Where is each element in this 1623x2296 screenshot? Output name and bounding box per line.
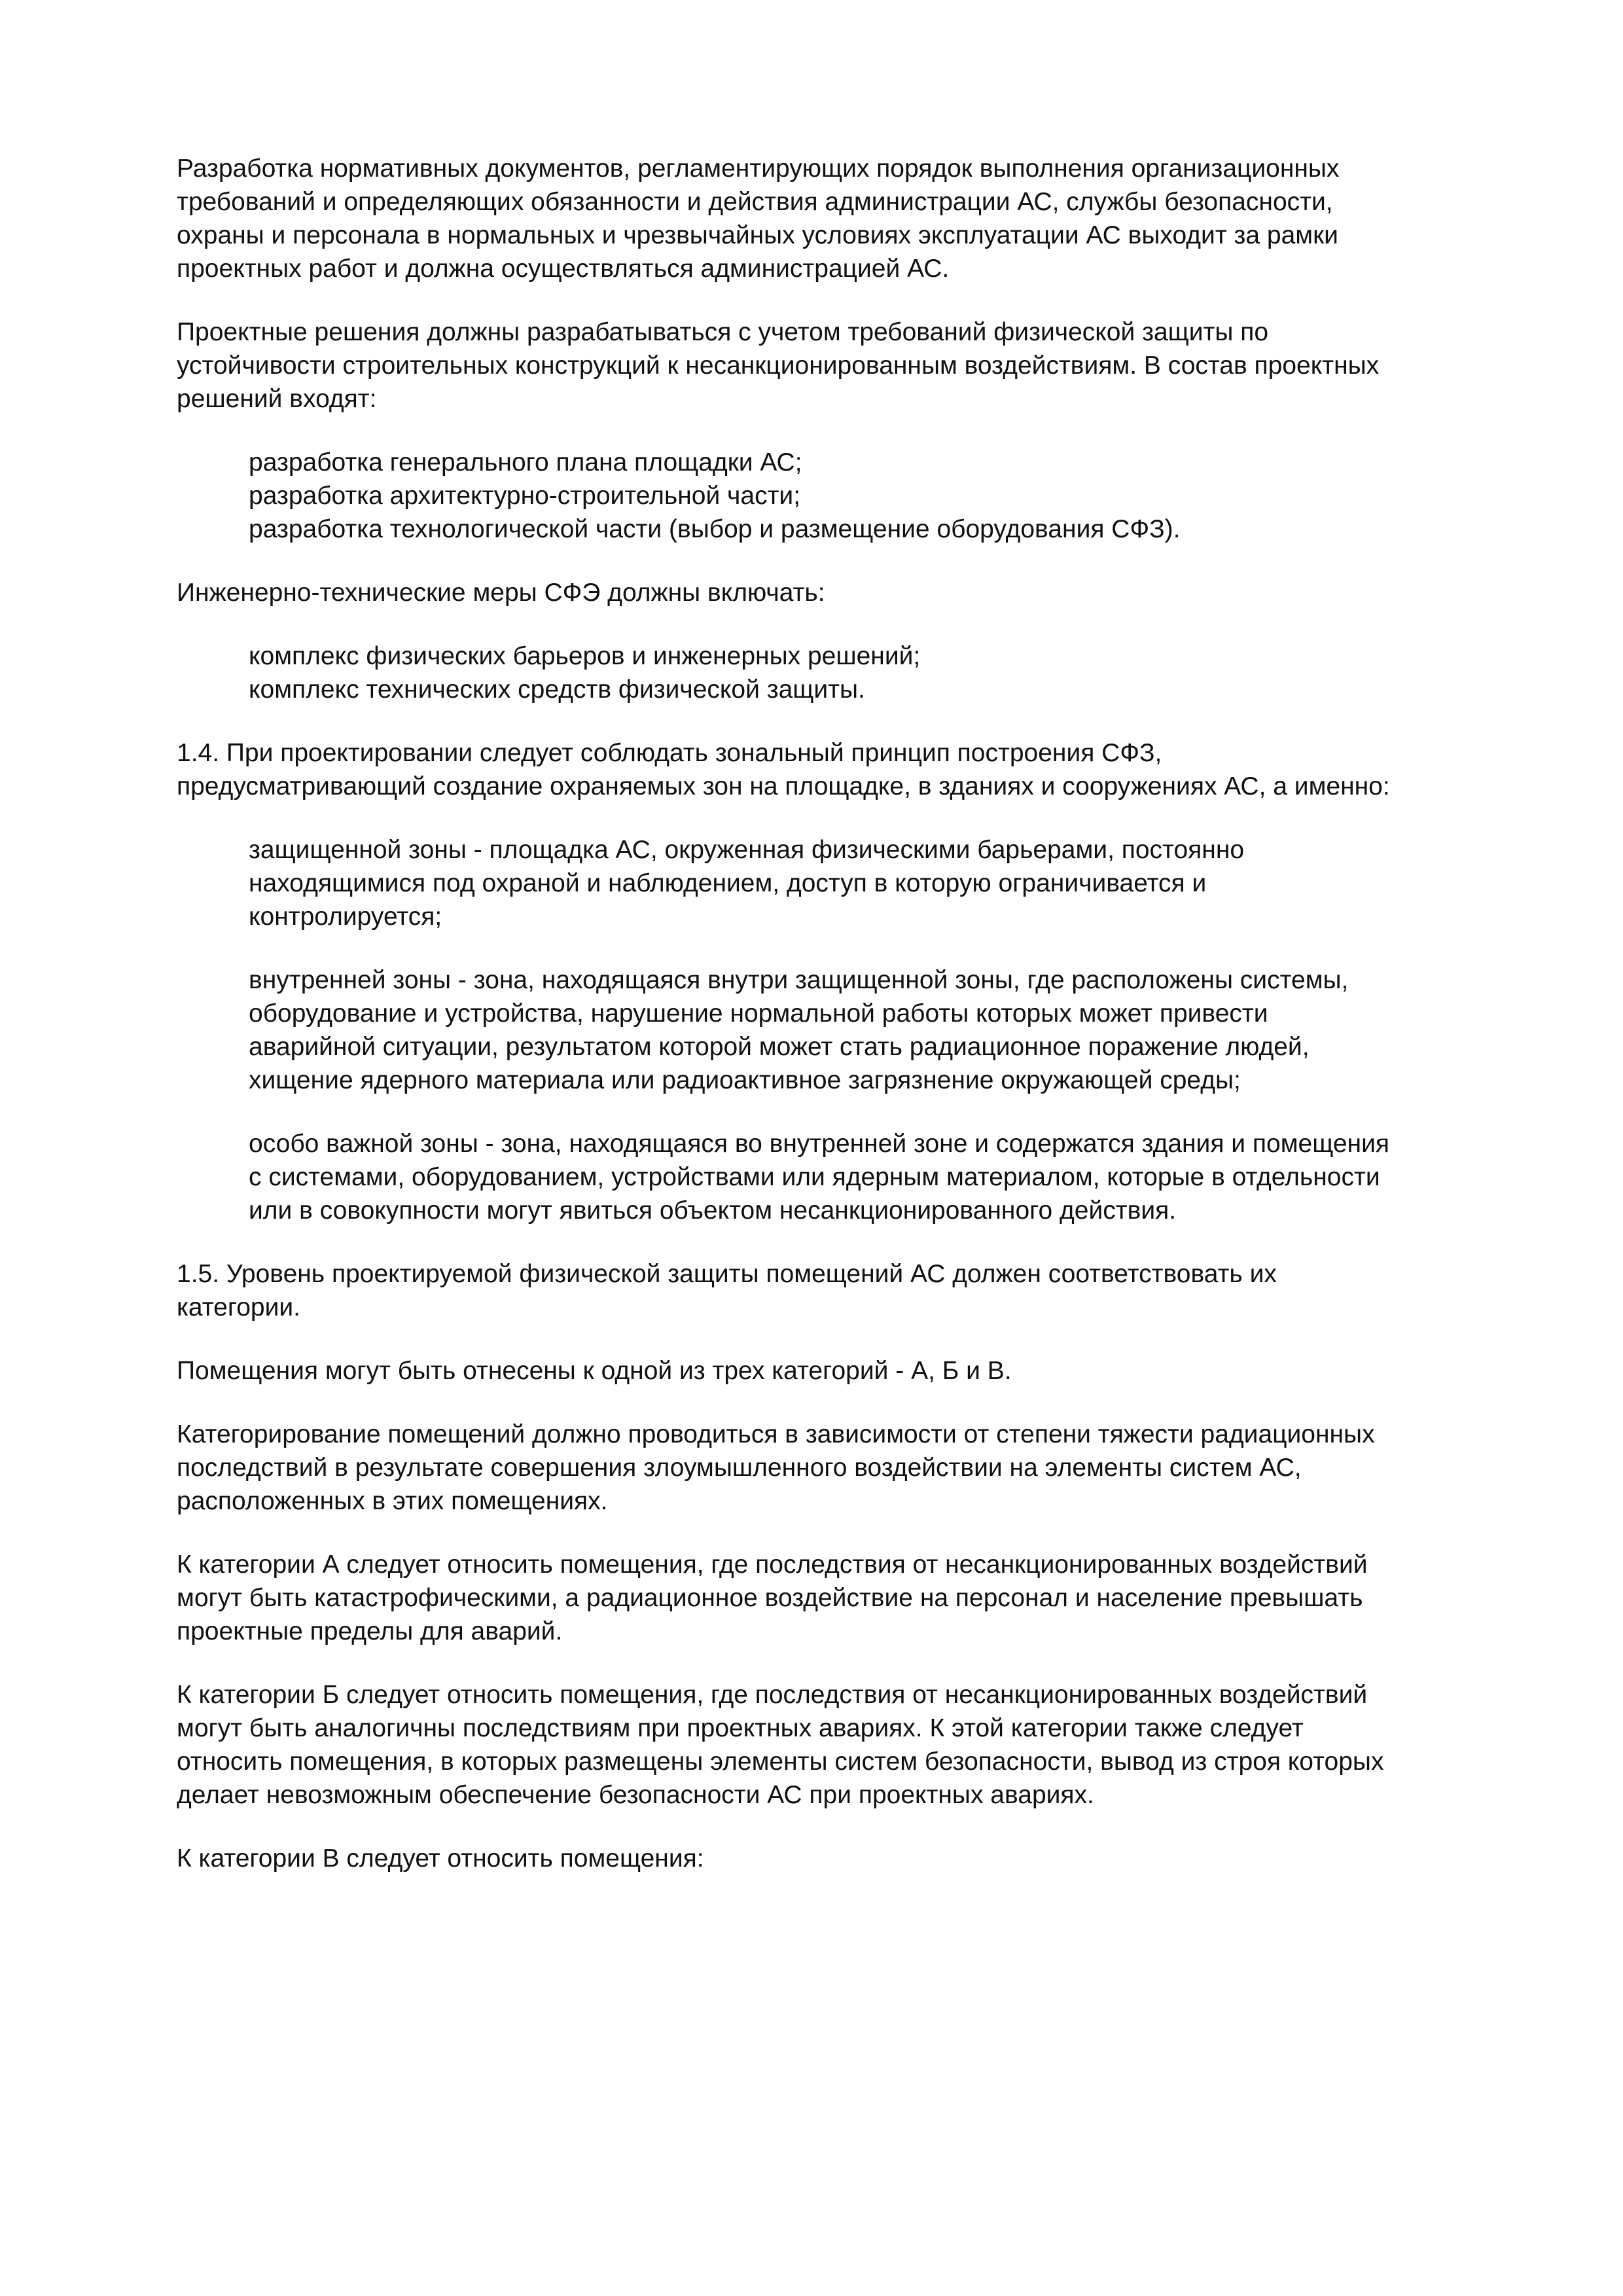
text-line: предусматривающий создание охраняемых зон на площадке, в зданиях и сооружениях АС, а именно: xyxy=(177,772,1390,800)
list-item: комплекс технических средств физической защиты. xyxy=(249,675,865,704)
text-line: внутренней зоны - зона, находящаяся внутри защищенной зоны, где расположены системы, xyxy=(249,966,1349,994)
list-item: разработка генерального плана площадки АС; xyxy=(249,448,802,476)
text-line: устойчивости строительных конструкций к несанкционированным воздействиям. В состав проектных xyxy=(177,351,1380,380)
text-line: с системами, оборудованием, устройствами или ядерным материалом, которые в отдельности xyxy=(249,1163,1380,1191)
text-line: Инженерно-технические меры СФЭ должны включать: xyxy=(177,579,825,607)
text-line: Категорирование помещений должно проводиться в зависимости от степени тяжести радиационных xyxy=(177,1420,1375,1448)
paragraph-category-v xyxy=(177,1842,1466,1875)
text-line: Проектные решения должны разрабатываться с учетом требований физической защиты по xyxy=(177,318,1269,346)
text-line: защищенной зоны - площадка АС, окруженная физическими барьерами, постоянно xyxy=(249,836,1245,864)
text-line: могут быть аналогичны последствиям при проектных авариях. К этой категории также следует xyxy=(177,1714,1304,1742)
list-item: комплекс физических барьеров и инженерных решений; xyxy=(249,642,921,670)
list-design-works xyxy=(177,446,1466,546)
text-line: или в совокупности могут явиться объектом несанкционированного действия. xyxy=(249,1196,1177,1225)
text-line: 1.5. Уровень проектируемой физической защиты помещений АС должен соответствовать их xyxy=(177,1260,1277,1288)
text-line: делает невозможным обеспечение безопасности АС при проектных авариях. xyxy=(177,1781,1094,1809)
text-line: хищение ядерного материала или радиоактивное загрязнение окружающей среды; xyxy=(249,1066,1241,1094)
zone-especially-important xyxy=(177,1127,1466,1227)
paragraph-engineering-measures xyxy=(177,576,1466,609)
text-column xyxy=(177,152,1466,1875)
text-line: К категории А следует относить помещения, где последствия от несанкционированных воздействий xyxy=(177,1551,1368,1579)
text-line: требований и определяющих обязанности и действия администрации АС, службы безопасности, xyxy=(177,188,1333,216)
paragraph-category-a xyxy=(177,1548,1466,1648)
text-line: решений входят: xyxy=(177,385,377,413)
paragraph-categorization xyxy=(177,1418,1466,1518)
text-line: расположенных в этих помещениях. xyxy=(177,1487,608,1515)
paragraph-three-categories xyxy=(177,1354,1466,1388)
text-line: могут быть катастрофическими, а радиационное воздействие на персонал и население превышать xyxy=(177,1584,1363,1612)
text-line: относить помещения, в которых размещены элементы систем безопасности, вывод из строя которых xyxy=(177,1748,1384,1776)
text-line: проектных работ и должна осуществляться администрацией АС. xyxy=(177,255,950,283)
text-line: Помещения могут быть отнесены к одной из трех категорий - А, Б и В. xyxy=(177,1357,1012,1385)
text-line: контролируется; xyxy=(249,903,442,931)
text-line: охраны и персонала в нормальных и чрезвычайных условиях эксплуатации АС выходит за рамки xyxy=(177,221,1338,249)
text-line: К категории В следует относить помещения: xyxy=(177,1844,704,1873)
text-line: 1.4. При проектировании следует соблюдать зональный принцип построения СФЗ, xyxy=(177,739,1162,767)
text-line: категории. xyxy=(177,1293,301,1321)
text-line: Разработка нормативных документов, регламентирующих порядок выполнения организационных xyxy=(177,154,1340,183)
list-item: разработка архитектурно-строительной части; xyxy=(249,482,801,510)
paragraph-design-solutions xyxy=(177,315,1466,416)
list-item: разработка технологической части (выбор и размещение оборудования СФЗ). xyxy=(249,515,1181,543)
text-line: оборудование и устройства, нарушение нормальной работы которых может привести xyxy=(249,999,1268,1028)
text-line: проектные пределы для аварий. xyxy=(177,1617,563,1645)
paragraph-category-b xyxy=(177,1678,1466,1812)
text-line: особо важной зоны - зона, находящаяся во внутренней зоне и содержатся здания и помещения xyxy=(249,1130,1390,1158)
text-line: последствий в результате совершения злоумышленного воздействии на элементы систем АС, xyxy=(177,1454,1302,1482)
paragraph-regulatory-docs xyxy=(177,152,1466,285)
paragraph-section-1-4 xyxy=(177,736,1466,803)
text-line: находящимися под охраной и наблюдением, доступ в которую ограничивается и xyxy=(249,869,1207,897)
list-engineering-measures xyxy=(177,639,1466,706)
zone-inner xyxy=(177,963,1466,1097)
paragraph-section-1-5 xyxy=(177,1257,1466,1324)
zone-protected xyxy=(177,833,1466,933)
text-line: аварийной ситуации, результатом которой может стать радиационное поражение людей, xyxy=(249,1033,1310,1061)
text-line: К категории Б следует относить помещения, где последствия от несанкционированных воздействий xyxy=(177,1681,1368,1709)
